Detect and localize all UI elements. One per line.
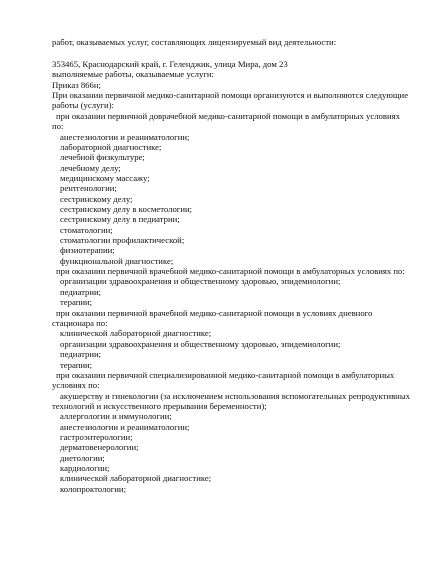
list-item: сестринскому делу; <box>60 194 133 204</box>
works-label: выполняемые работы, оказываемые услуги: <box>52 69 214 79</box>
list-item: функциональной диагностике; <box>60 256 174 266</box>
list-item: физиотерапии; <box>60 245 115 255</box>
list-item: гастроэнтерологии; <box>60 432 133 442</box>
list-item: анестезиологии и реаниматологии; <box>60 132 190 142</box>
section-heading: условиях по: <box>52 380 100 390</box>
order-reference: Приказ 866н; <box>52 80 101 90</box>
list-item: сестринскому делу в педиатрии; <box>60 214 180 224</box>
list-item: клинической лабораторной диагностике; <box>60 473 212 483</box>
section-heading: при оказании первичной доврачебной медико-санитарной помощи в амбулаторных условиях <box>56 111 400 121</box>
address: 353465, Краснодарский край, г. Геленджик, улица Мира, дом 23 <box>52 59 288 69</box>
list-item: стоматологии профилактической; <box>60 235 185 245</box>
list-item: кардиологии; <box>60 463 110 473</box>
list-item: диетологии; <box>60 453 105 463</box>
section-heading: стационара по: <box>52 318 108 328</box>
list-item: лечебному делу; <box>60 163 121 173</box>
list-item: терапии; <box>60 360 93 370</box>
list-item: организации здравоохранения и общественному здоровью, эпидемиологии; <box>60 339 341 349</box>
intro-line: При оказании первичной медико-санитарной помощи организуются и выполняются следующие <box>52 90 409 100</box>
list-item: анестезиологии и реаниматологии; <box>60 422 190 432</box>
list-item: акушерству и гинекологии (за исключением использования вспомогательных репродуктивных <box>60 391 411 401</box>
list-item: педиатрии; <box>60 349 102 359</box>
list-item: организации здравоохранения и общественному здоровью, эпидемиологии; <box>60 276 341 286</box>
header-line: работ, оказываемых услуг, составляющих лицензируемый вид деятельности: <box>52 37 337 47</box>
list-item: клинической лабораторной диагностике; <box>60 328 212 338</box>
list-item: аллергологии и иммунологии; <box>60 411 172 421</box>
section-heading: при оказании первичной врачебной медико-санитарной помощи в условиях дневного <box>56 308 373 318</box>
list-item: лечебной физкультуре; <box>60 152 145 162</box>
section-heading: при оказании первичной специализированной медико-санитарной помощи в амбулаторных <box>56 370 395 380</box>
list-item: медицинскому массажу; <box>60 173 150 183</box>
list-item: рентгенологии; <box>60 183 117 193</box>
list-item: стоматологии; <box>60 225 113 235</box>
list-item: лабораторной диагностике; <box>60 142 162 152</box>
intro-line: работы (услуги): <box>52 100 114 110</box>
section-heading: по: <box>52 121 64 131</box>
list-item: колопроктологии; <box>60 484 126 494</box>
list-item: педиатрии; <box>60 287 102 297</box>
list-item: технологий и искусственного прерывания беременности); <box>52 401 267 411</box>
list-item: дерматовенерологии; <box>60 442 139 452</box>
list-item: терапии; <box>60 297 93 307</box>
section-heading: при оказании первичной врачебной медико-санитарной помощи в амбулаторных условиях по: <box>56 266 405 276</box>
list-item: сестринскому делу в косметологии; <box>60 204 193 214</box>
